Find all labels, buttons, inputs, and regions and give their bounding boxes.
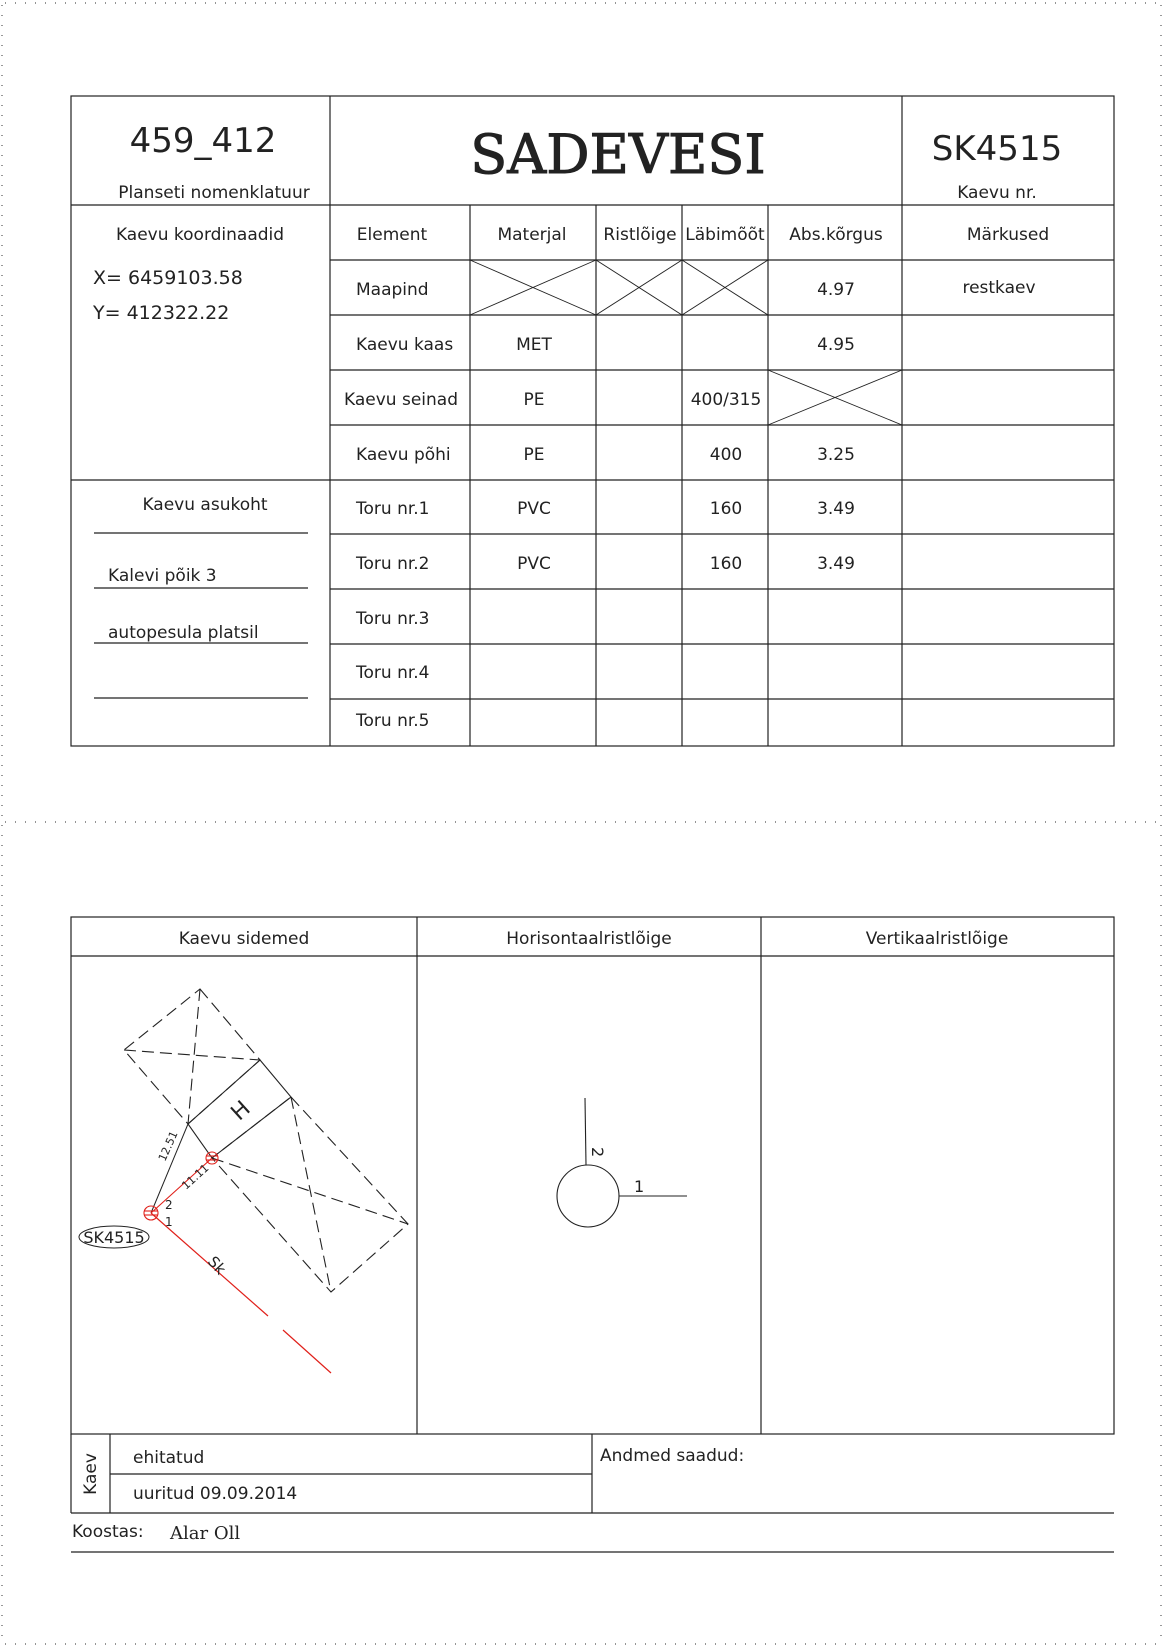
page-title: SADEVESI (470, 123, 766, 186)
panel-title-vertical: Vertikaalristlõige (865, 929, 1009, 949)
table-row (355, 609, 430, 629)
row-abs: 3.25 (817, 445, 855, 465)
pipe-number: 2 (165, 1198, 173, 1212)
row-element: Toru nr.5 (356, 711, 430, 731)
row-element: Maapind (356, 280, 429, 300)
row-abs: 3.49 (817, 499, 855, 519)
table-row (356, 445, 855, 465)
row-abs: 4.97 (817, 280, 855, 300)
lower-grid (71, 917, 1114, 1552)
row-notes: restkaev (962, 278, 1036, 298)
building-label: H (226, 1096, 256, 1126)
column-header: Märkused (966, 225, 1050, 245)
row-diameter: 400/315 (690, 390, 762, 410)
panel-title-ties: Kaevu sidemed (178, 929, 310, 949)
footer-surveyed: uuritud 09.09.2014 (133, 1484, 298, 1504)
footer-data-label: Andmed saadud: (600, 1446, 745, 1466)
storm-pipe-line (151, 1213, 331, 1373)
panel-title-horizontal: Horisontaalristlõige (506, 929, 672, 949)
pipe-line-label: Sk (204, 1252, 230, 1279)
well-number-label: Kaevu nr. (957, 183, 1037, 203)
column-header: Element (356, 225, 428, 245)
footer-built: ehitatud (133, 1448, 205, 1468)
coordinate-y: Y= 412322.22 (93, 302, 230, 324)
row-element: Toru nr.2 (356, 554, 430, 574)
nomenclature-value: 459_412 (129, 121, 277, 161)
pipe-number: 1 (165, 1215, 173, 1229)
table-row (356, 335, 855, 355)
well-label: SK4515 (83, 1228, 145, 1247)
dotted-borders (2, 3, 1161, 1645)
cross-section-drawing (557, 1098, 687, 1227)
column-header: Ristlõige (603, 225, 677, 245)
row-element: Kaevu kaas (356, 335, 454, 355)
row-element: Toru nr.3 (356, 609, 430, 629)
row-abs: 4.95 (817, 335, 855, 355)
dimension-label: 12.51 (155, 1129, 181, 1164)
row-diameter: 400 (709, 445, 743, 465)
coordinate-x: X= 6459103.58 (93, 267, 243, 289)
location-line: autopesula platsil (108, 623, 259, 643)
well-number: SK4515 (931, 129, 1063, 169)
nomenclature-label: Planseti nomenklatuur (118, 183, 310, 203)
table-row (355, 663, 430, 683)
table-row (355, 554, 855, 574)
table-row (355, 711, 430, 731)
row-abs: 3.49 (817, 554, 855, 574)
row-element: Toru nr.4 (356, 663, 430, 683)
location-label: Kaevu asukoht (142, 495, 268, 515)
table-row (355, 499, 855, 519)
row-material: PE (523, 390, 545, 410)
column-header: Abs.kõrgus (789, 225, 883, 245)
table-header (357, 225, 1049, 245)
dimension-label: 11.11 (179, 1161, 212, 1193)
table-row (356, 278, 1036, 300)
footer-kaev-label: Kaev (81, 1453, 101, 1495)
column-header: Materjal (497, 225, 567, 245)
row-material: PVC (517, 554, 551, 574)
row-material: PVC (517, 499, 551, 519)
coordinates-label: Kaevu koordinaadid (115, 225, 285, 245)
table-row (344, 390, 761, 410)
row-material: MET (516, 335, 552, 355)
row-element: Kaevu põhi (356, 445, 451, 465)
row-element: Toru nr.1 (356, 499, 430, 519)
cross-section-pipe-2: 2 (588, 1147, 607, 1158)
row-diameter: 160 (709, 499, 743, 519)
row-element: Kaevu seinad (344, 390, 458, 410)
column-header: Läbimõõt (685, 225, 765, 245)
row-material: PE (523, 445, 545, 465)
location-line: Kalevi põik 3 (108, 566, 217, 586)
row-diameter: 160 (709, 554, 743, 574)
footer-author-name: Alar Oll (170, 1523, 241, 1544)
cross-section-pipe-1: 1 (634, 1177, 645, 1196)
footer-author-label: Koostas: (72, 1522, 144, 1542)
